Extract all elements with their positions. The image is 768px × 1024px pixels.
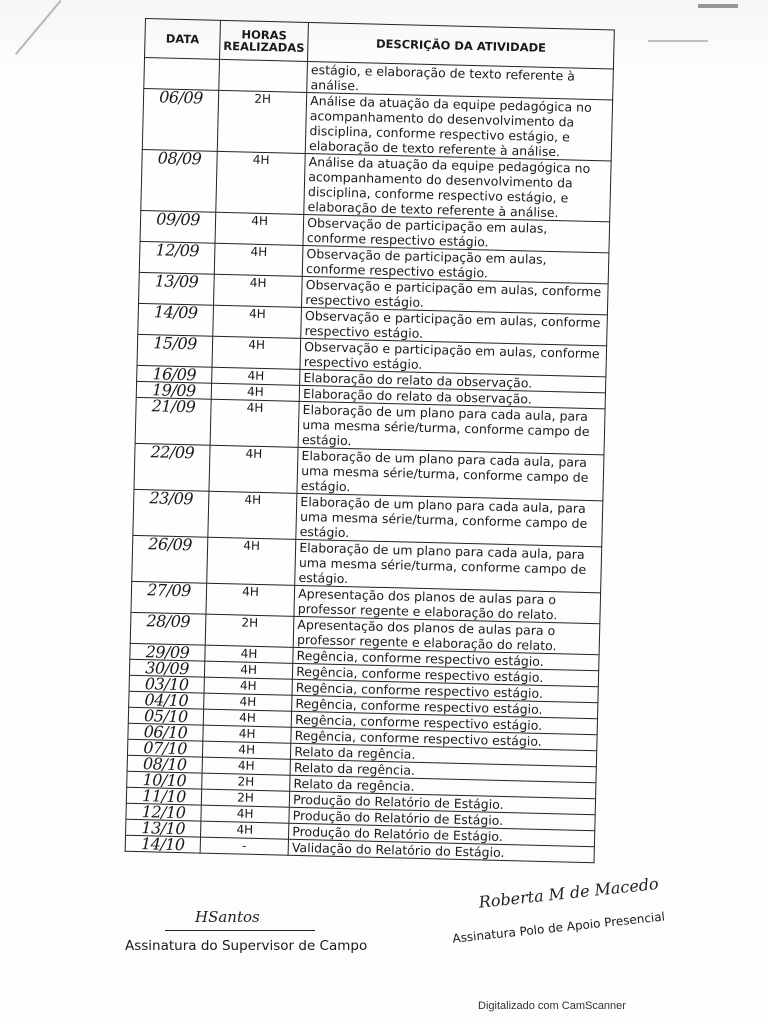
row-hours: 4H: [209, 445, 298, 493]
row-description: Regência, conforme respectivo estágio.: [293, 647, 599, 670]
scanner-watermark: Digitalizado com CamScanner: [478, 1000, 626, 1012]
row-description: Relato da regência.: [290, 759, 596, 782]
row-description: Análise da atuação da equipe pedagógica no acompanhamento do desenvolvimento da disciplina, conforme respectivo estágio, e elaboração de texto referente à análise.: [304, 153, 611, 221]
row-description: Apresentação dos planos de aulas para o professor regente e elaboração do relato.: [294, 585, 600, 623]
row-description: Produção do Relatório de Estágio.: [289, 807, 595, 830]
row-date: 06/10: [128, 723, 203, 741]
supervisor-signature: HSantos: [195, 908, 260, 926]
row-date: 26/09: [132, 535, 208, 583]
row-description: Observação e participação em aulas, conforme respectivo estágio.: [300, 338, 606, 376]
row-hours: 4H: [212, 367, 301, 385]
row-hours: 4H: [207, 537, 296, 585]
row-description: Elaboração de um plano para cada aula, para uma mesma série/turma, conforme campo de estágio.: [295, 539, 602, 592]
row-description: Elaboração do relato da observação.: [299, 385, 605, 408]
header-hours-line1: HORAS: [241, 27, 288, 43]
row-date: 29/09: [130, 643, 205, 661]
table-row: [142, 88, 612, 160]
row-date: 03/10: [129, 675, 204, 693]
row-description: Elaboração de um plano para cada aula, para uma mesma série/turma, conforme campo de estágio.: [296, 493, 603, 546]
row-hours: 4H: [203, 709, 292, 727]
scan-corner-mark: [698, 4, 738, 8]
supervisor-signature-caption: Assinatura do Supervisor de Campo: [125, 938, 368, 954]
row-date: 05/10: [128, 707, 203, 725]
row-hours: 4H: [211, 383, 300, 401]
row-description: Apresentação dos planos de aulas para o professor regente e elaboração do relato.: [293, 616, 599, 654]
row-date: 16/09: [137, 365, 212, 383]
row-date: 28/09: [130, 612, 206, 645]
row-date: 12/09: [139, 241, 215, 274]
row-description: Regência, conforme respectivo estágio.: [291, 711, 597, 734]
row-hours: 4H: [204, 677, 293, 695]
row-description: Regência, conforme respectivo estágio.: [293, 663, 599, 686]
row-description: Análise da atuação da equipe pedagógica no acompanhamento do desenvolvimento da disciplina, conforme respectivo estágio, e elaboração de texto referente à análise.: [305, 92, 612, 160]
row-date: 14/09: [138, 303, 214, 336]
row-description: Elaboração do relato da observação.: [300, 369, 606, 392]
row-hours: 4H: [216, 151, 306, 214]
header-date: DATA: [145, 19, 221, 60]
signature-line: [165, 930, 315, 931]
row-hours: 4H: [203, 725, 292, 743]
header-hours: [220, 20, 309, 61]
row-date: 04/10: [129, 691, 204, 709]
row-hours: 4H: [214, 274, 303, 307]
row-date: 21/09: [135, 397, 211, 445]
row-hours: 4H: [204, 693, 293, 711]
row-hours: 4H: [215, 212, 304, 245]
row-date: 09/09: [140, 210, 216, 243]
row-description: Relato da regência.: [291, 743, 597, 766]
row-description: Regência, conforme respectivo estágio.: [292, 679, 598, 702]
row-date: 13/10: [126, 819, 201, 837]
polo-signature: Roberta M de Macedo: [477, 873, 660, 912]
row-description: estágio, e elaboração de texto referente à análise.: [307, 61, 613, 99]
row-hours: 4H: [206, 583, 295, 616]
row-hours: 4H: [201, 821, 290, 839]
row-description: Validação do Relatório do Estágio.: [288, 839, 594, 862]
row-hours: 4H: [212, 336, 301, 369]
scan-corner-line: [648, 40, 708, 42]
row-date: 14/10: [125, 835, 200, 853]
row-description: Observação de participação em aulas, conforme respectivo estágio.: [303, 214, 609, 252]
row-hours: 4H: [202, 757, 291, 775]
row-date: 23/09: [133, 489, 209, 537]
row-date: 12/10: [126, 803, 201, 821]
row-hours: 4H: [213, 305, 302, 338]
row-hours: 2H: [201, 789, 290, 807]
row-date: 10/10: [127, 771, 202, 789]
row-date: 08/09: [141, 149, 217, 212]
row-description: Regência, conforme respectivo estágio.: [291, 727, 597, 750]
row-hours: -: [200, 837, 289, 855]
row-date: 22/09: [134, 443, 210, 491]
activity-log-table: [125, 18, 615, 863]
row-hours: 4H: [204, 661, 293, 679]
row-date: 11/10: [126, 787, 201, 805]
row-description: Regência, conforme respectivo estágio.: [292, 695, 598, 718]
row-hours: 4H: [205, 645, 294, 663]
row-description: Observação e participação em aulas, conforme respectivo estágio.: [302, 276, 608, 314]
row-description: Observação e participação em aulas, conforme respectivo estágio.: [301, 307, 607, 345]
row-description: Elaboração de um plano para cada aula, para uma mesma série/turma, conforme campo de estágio.: [298, 401, 605, 454]
table-row: [141, 149, 611, 221]
row-hours: 2H: [217, 90, 307, 153]
row-hours: 4H: [214, 243, 303, 276]
row-date: 06/09: [142, 88, 218, 151]
activity-log-sheet: [125, 18, 615, 863]
row-hours: 2H: [202, 773, 291, 791]
row-description: Elaboração de um plano para cada aula, para uma mesma série/turma, conforme campo de estágio.: [297, 447, 604, 500]
row-date: 13/09: [139, 272, 215, 305]
row-hours: 2H: [205, 614, 294, 647]
row-hours: 4H: [201, 805, 290, 823]
row-hours: 4H: [208, 491, 297, 539]
row-date: [144, 58, 220, 91]
polo-signature-caption: Assinatura Polo de Apoio Presencial: [451, 909, 666, 946]
row-hours: [219, 59, 308, 92]
row-description: Observação de participação em aulas, conforme respectivo estágio.: [302, 245, 608, 283]
row-date: 08/10: [127, 755, 202, 773]
header-hours-line2: REALIZADAS: [223, 38, 305, 55]
row-date: 15/09: [137, 334, 213, 367]
row-hours: 4H: [202, 741, 291, 759]
row-description: Produção do Relatório de Estágio.: [289, 791, 595, 814]
row-hours: 4H: [210, 399, 299, 447]
row-date: 19/09: [136, 381, 211, 399]
header-description: DESCRIÇÃO DA ATIVIDADE: [308, 22, 615, 68]
row-date: 07/10: [127, 739, 202, 757]
row-date: 30/09: [129, 659, 204, 677]
row-date: 27/09: [131, 581, 207, 614]
row-description: Produção do Relatório de Estágio.: [289, 823, 595, 846]
activity-log-body: [125, 58, 613, 863]
row-description: Relato da regência.: [290, 775, 596, 798]
